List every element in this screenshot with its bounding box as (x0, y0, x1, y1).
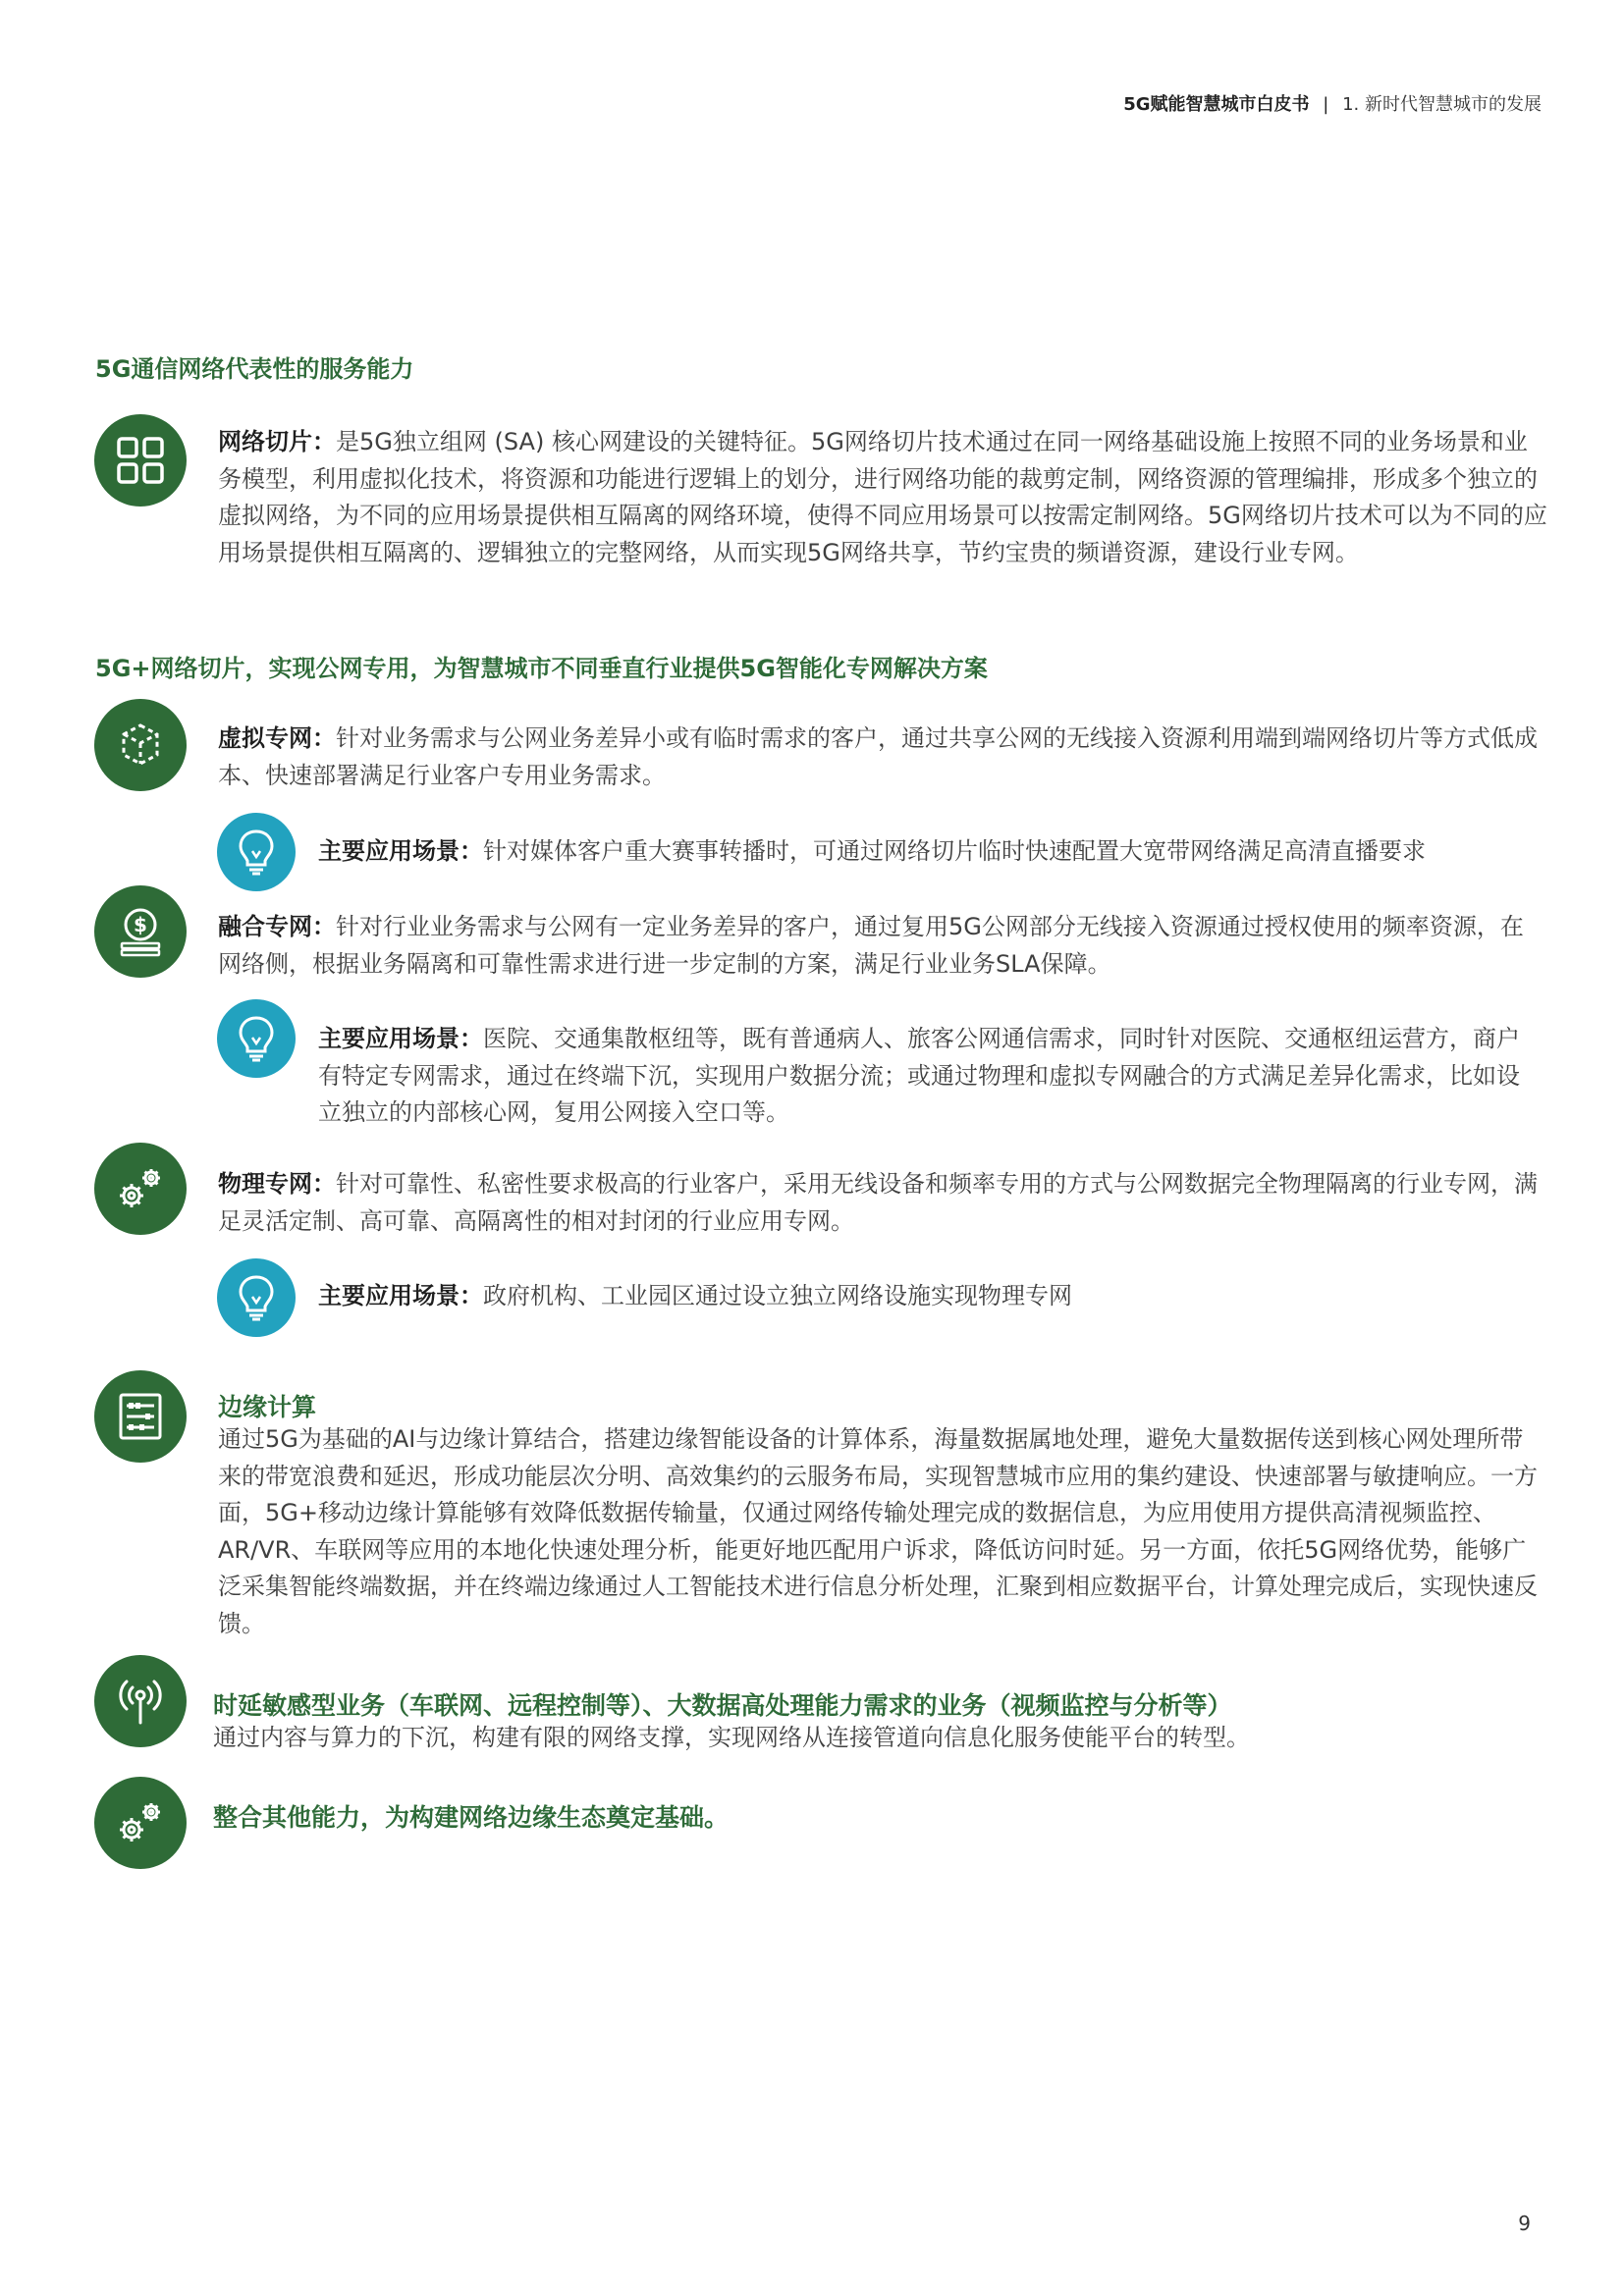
physical-network-paragraph (218, 1166, 1543, 1240)
gears-icon (94, 1777, 187, 1869)
page-number: 9 (1518, 2212, 1531, 2235)
virtual-network-text: 针对业务需求与公网业务差异小或有临时需求的客户，通过共享公网的无线接入资源利用端到端网络切片等方式低成本、快速部署满足行业客户专用业务需求。 (218, 724, 1538, 789)
physical-network-text: 针对可靠性、私密性要求极高的行业客户，采用无线设备和频率专用的方式与公网数据完全物理隔离的行业专网，满足灵活定制、高可靠、高隔离性的相对封闭的行业应用专网。 (218, 1170, 1538, 1235)
network-slicing-text: 是5G独立组网 (SA) 核心网建设的关键特征。5G网络切片技术通过在同一网络基础设施上按照不同的业务场景和业务模型，利用虚拟化技术，将资源和功能进行逻辑上的划分，进行网络功能的裁剪定制，网络资源的管理编排，形成多个独立的虚拟网络，为不同的应用场景提供相互隔离的网络环境，使得不同应用场景可以按需定制网络。5G网络切片技术可以为不同的应用场景提供相互隔离的、逻辑独立的完整网络，从而实现5G网络共享，节约宝贵的频谱资源，建设行业专网。 (218, 428, 1547, 566)
gears-icon (94, 1143, 187, 1235)
edge-computing-title: 边缘计算 (218, 1393, 317, 1421)
header-separator: | (1323, 94, 1329, 115)
hybrid-network-scenario (318, 1021, 1536, 1132)
running-header (1123, 90, 1542, 116)
edge-computing-paragraph: 通过5G为基础的AI与边缘计算结合，搭建边缘智能设备的计算体系，海量数据属地处理，避免大量数据传送到核心网处理所带来的带宽浪费和延迟，形成功能层次分明、高效集约的云服务布局，实现智慧城市应用的集约建设、快速部署与敏捷响应。一方面，5G+移动边缘计算能够有效降低数据传输量，仅通过网络传输处理完成的数据信息，为应用使用方提供高清视频监控、AR/VR、车联网等应用的本地化快速处理分析，能更好地匹配用户诉求，降低访问时延。另一方面，依托5G网络优势，能够广泛采集智能终端数据，并在终端边缘通过人工智能技术进行信息分析处理，汇聚到相应数据平台，计算处理完成后，实现快速反馈。 (218, 1425, 1538, 1637)
hybrid-network-label: 融合专网： (218, 913, 336, 940)
integrate-capabilities-title: 整合其他能力，为构建网络边缘生态奠定基础。 (213, 1803, 730, 1832)
cube-network-icon (94, 699, 187, 791)
hybrid-network-paragraph (218, 909, 1543, 983)
hybrid-network-scenario-text: 医院、交通集散枢纽等，既有普通病人、旅客公网通信需求，同时针对医院、交通枢纽运营方，商户有特定专网需求，通过在终端下沉，实现用户数据分流；或通过物理和虚拟专网融合的方式满足差异化需求，比如设立独立的内部核心网，复用公网接入空口等。 (318, 1025, 1520, 1126)
virtual-network-scenario-text: 针对媒体客户重大赛事转播时，可通过网络切片临时快速配置大宽带网络满足高清直播要求 (483, 837, 1426, 865)
lightbulb-icon (217, 813, 296, 891)
physical-network-scenario (318, 1278, 1536, 1315)
physical-network-label: 物理专网： (218, 1170, 336, 1198)
header-chapter: 1. 新时代智慧城市的发展 (1342, 94, 1542, 115)
latency-business-text: 通过内容与算力的下沉，构建有限的网络支撑，实现网络从连接管道向信息化服务使能平台的转型。 (213, 1724, 1250, 1751)
hybrid-network-scenario-label: 主要应用场景： (318, 1025, 483, 1052)
latency-business-title: 时延敏感型业务（车联网、远程控制等）、大数据高处理能力需求的业务（视频监控与分析等） (213, 1691, 1232, 1720)
antenna-signal-icon (94, 1655, 187, 1747)
hybrid-network-text: 针对行业业务需求与公网有一定业务差异的客户，通过复用5G公网部分无线接入资源通过授权使用的频率资源，在网络侧，根据业务隔离和可靠性需求进行进一步定制的方案，满足行业业务SLA保障。 (218, 913, 1524, 978)
virtual-network-scenario-label: 主要应用场景： (318, 837, 483, 865)
svg-text:$: $ (134, 913, 147, 936)
network-slicing-paragraph (218, 424, 1549, 571)
header-title: 5G赋能智慧城市白皮书 (1123, 94, 1310, 115)
virtual-network-label: 虚拟专网： (218, 724, 336, 752)
physical-network-scenario-label: 主要应用场景： (318, 1282, 483, 1309)
lightbulb-icon (217, 1258, 296, 1337)
physical-network-scenario-text: 政府机构、工业园区通过设立独立网络设施实现物理专网 (483, 1282, 1072, 1309)
virtual-network-paragraph (218, 721, 1543, 794)
grid-icon (94, 414, 187, 507)
network-slicing-label: 网络切片： (218, 428, 336, 455)
section-title-network-slicing-solution: 5G+网络切片，实现公网专用，为智慧城市不同垂直行业提供5G智能化专网解决方案 (95, 655, 988, 682)
section-title-service-capability: 5G通信网络代表性的服务能力 (95, 355, 414, 383)
coin-stack-icon (94, 885, 187, 978)
lightbulb-icon (217, 999, 296, 1078)
virtual-network-scenario (318, 833, 1555, 871)
abacus-icon (94, 1370, 187, 1463)
